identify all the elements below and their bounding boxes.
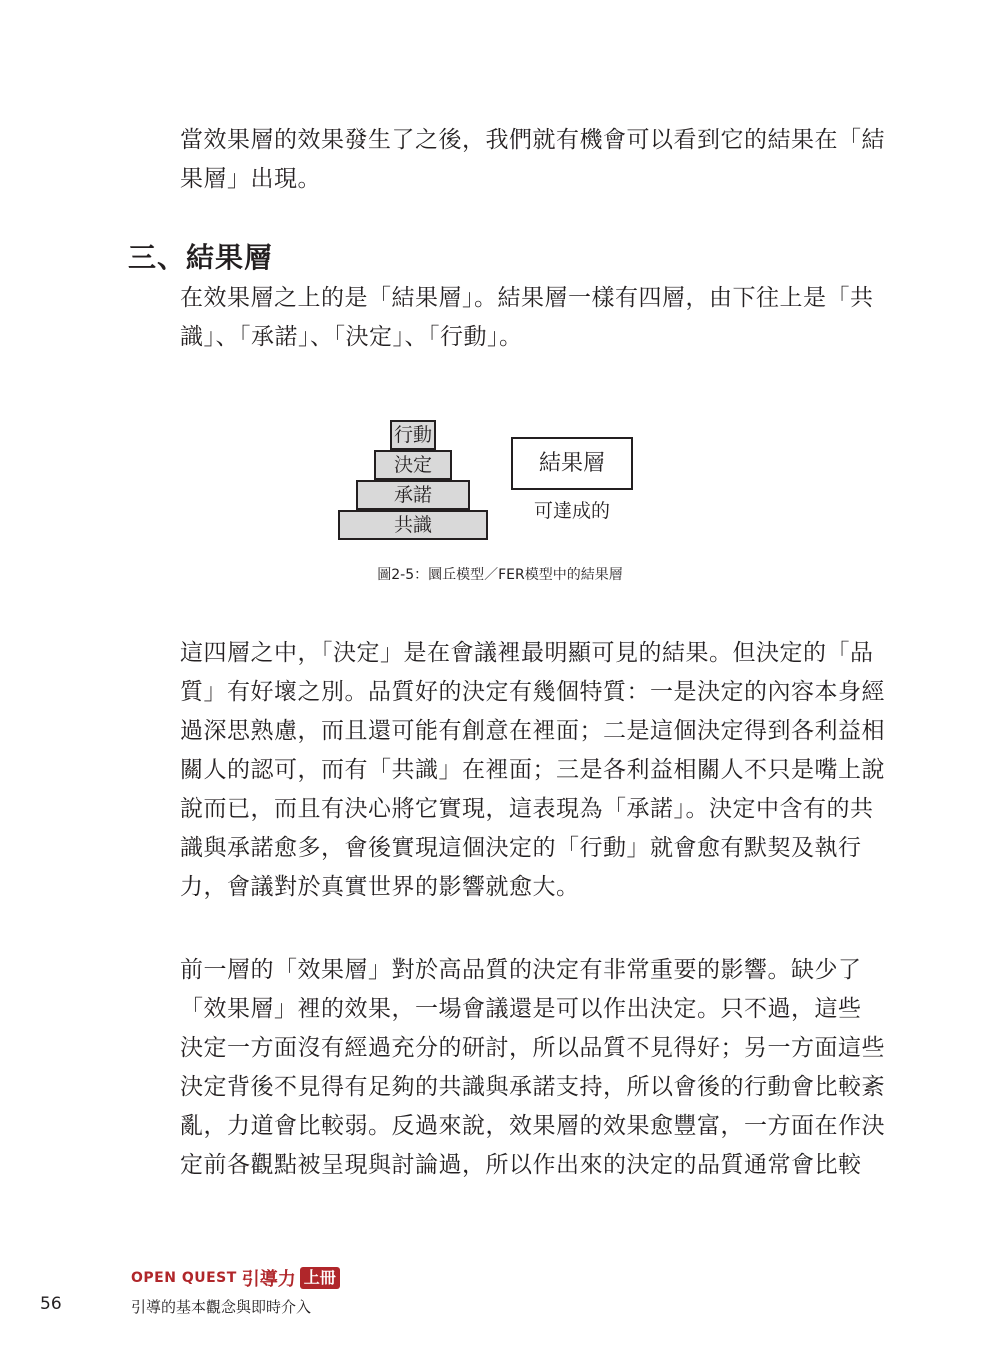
- paragraph-line: 決定背後不見得有足夠的共識與承諾支持，所以會後的行動會比較紊: [180, 1074, 885, 1100]
- paragraph-line: 決定一方面沒有經過充分的研討，所以品質不見得好；另一方面這些: [180, 1035, 885, 1061]
- paragraph-line: 質」有好壞之別。品質好的決定有幾個特質：一是決定的內容本身經: [180, 679, 885, 705]
- paragraph-line: 在效果層之上的是「結果層」。結果層一樣有四層，由下往上是「共: [180, 285, 874, 311]
- paragraph-line: 當效果層的效果發生了之後，我們就有機會可以看到它的結果在「結: [180, 127, 885, 153]
- paragraph-line: 過深思熟慮，而且還可能有創意在裡面；二是這個決定得到各利益相: [180, 718, 885, 744]
- paragraph-line: 前一層的「效果層」對於高品質的決定有非常重要的影響。缺少了: [180, 957, 862, 983]
- paragraph-line: 識」、「承諾」、「決定」、「行動」。: [180, 324, 523, 350]
- paragraph-1: [180, 121, 885, 199]
- footer-series: [131, 1266, 340, 1290]
- tier-action: 行動: [390, 420, 436, 450]
- paragraph-line: 「效果層」裡的效果，一場會議還是可以作出決定。只不過，這些: [180, 996, 862, 1022]
- tier-commitment: 承諾: [356, 480, 470, 510]
- footer-volume-badge: 上冊: [300, 1267, 340, 1289]
- paragraph-line: 力，會議對於真實世界的影響就愈大。: [180, 874, 580, 900]
- paragraph-line: 果層」出現。: [180, 166, 321, 192]
- paragraph-line: 定前各觀點被呈現與討論過，所以作出來的決定的品質通常會比較: [180, 1152, 862, 1178]
- paragraph-4: [180, 951, 885, 1185]
- result-layer-sublabel: 可達成的: [533, 500, 610, 522]
- figure-caption: 圖2-5：圜丘模型／FER模型中的結果層: [377, 567, 623, 583]
- section-heading: 三、結果層: [128, 241, 274, 274]
- paragraph-3: [180, 634, 885, 907]
- footer-book-title: 引導力: [241, 1269, 296, 1290]
- footer-subtitle: 引導的基本觀念與即時介入: [131, 1298, 312, 1316]
- footer-brand: OPEN QUEST: [131, 1270, 237, 1286]
- paragraph-line: 亂，力道會比較弱。反過來說，效果層的效果愈豐富，一方面在作決: [180, 1113, 885, 1139]
- paragraph-2: [180, 279, 874, 357]
- paragraph-line: 識與承諾愈多，會後實現這個決定的「行動」就會愈有默契及執行: [180, 835, 862, 861]
- paragraph-line: 關人的認可，而有「共識」在裡面；三是各利益相關人不只是嘴上說: [180, 757, 885, 783]
- result-layer-figure: [338, 418, 638, 543]
- tier-decision: 決定: [374, 450, 452, 480]
- paragraph-line: 說而已，而且有決心將它實現，這表現為「承諾」。決定中含有的共: [180, 796, 874, 822]
- page-number: 56: [40, 1294, 62, 1314]
- tier-consensus: 共識: [338, 510, 488, 540]
- paragraph-line: 這四層之中，「決定」是在會議裡最明顯可見的結果。但決定的「品: [180, 640, 874, 666]
- result-layer-box: 結果層: [511, 437, 633, 490]
